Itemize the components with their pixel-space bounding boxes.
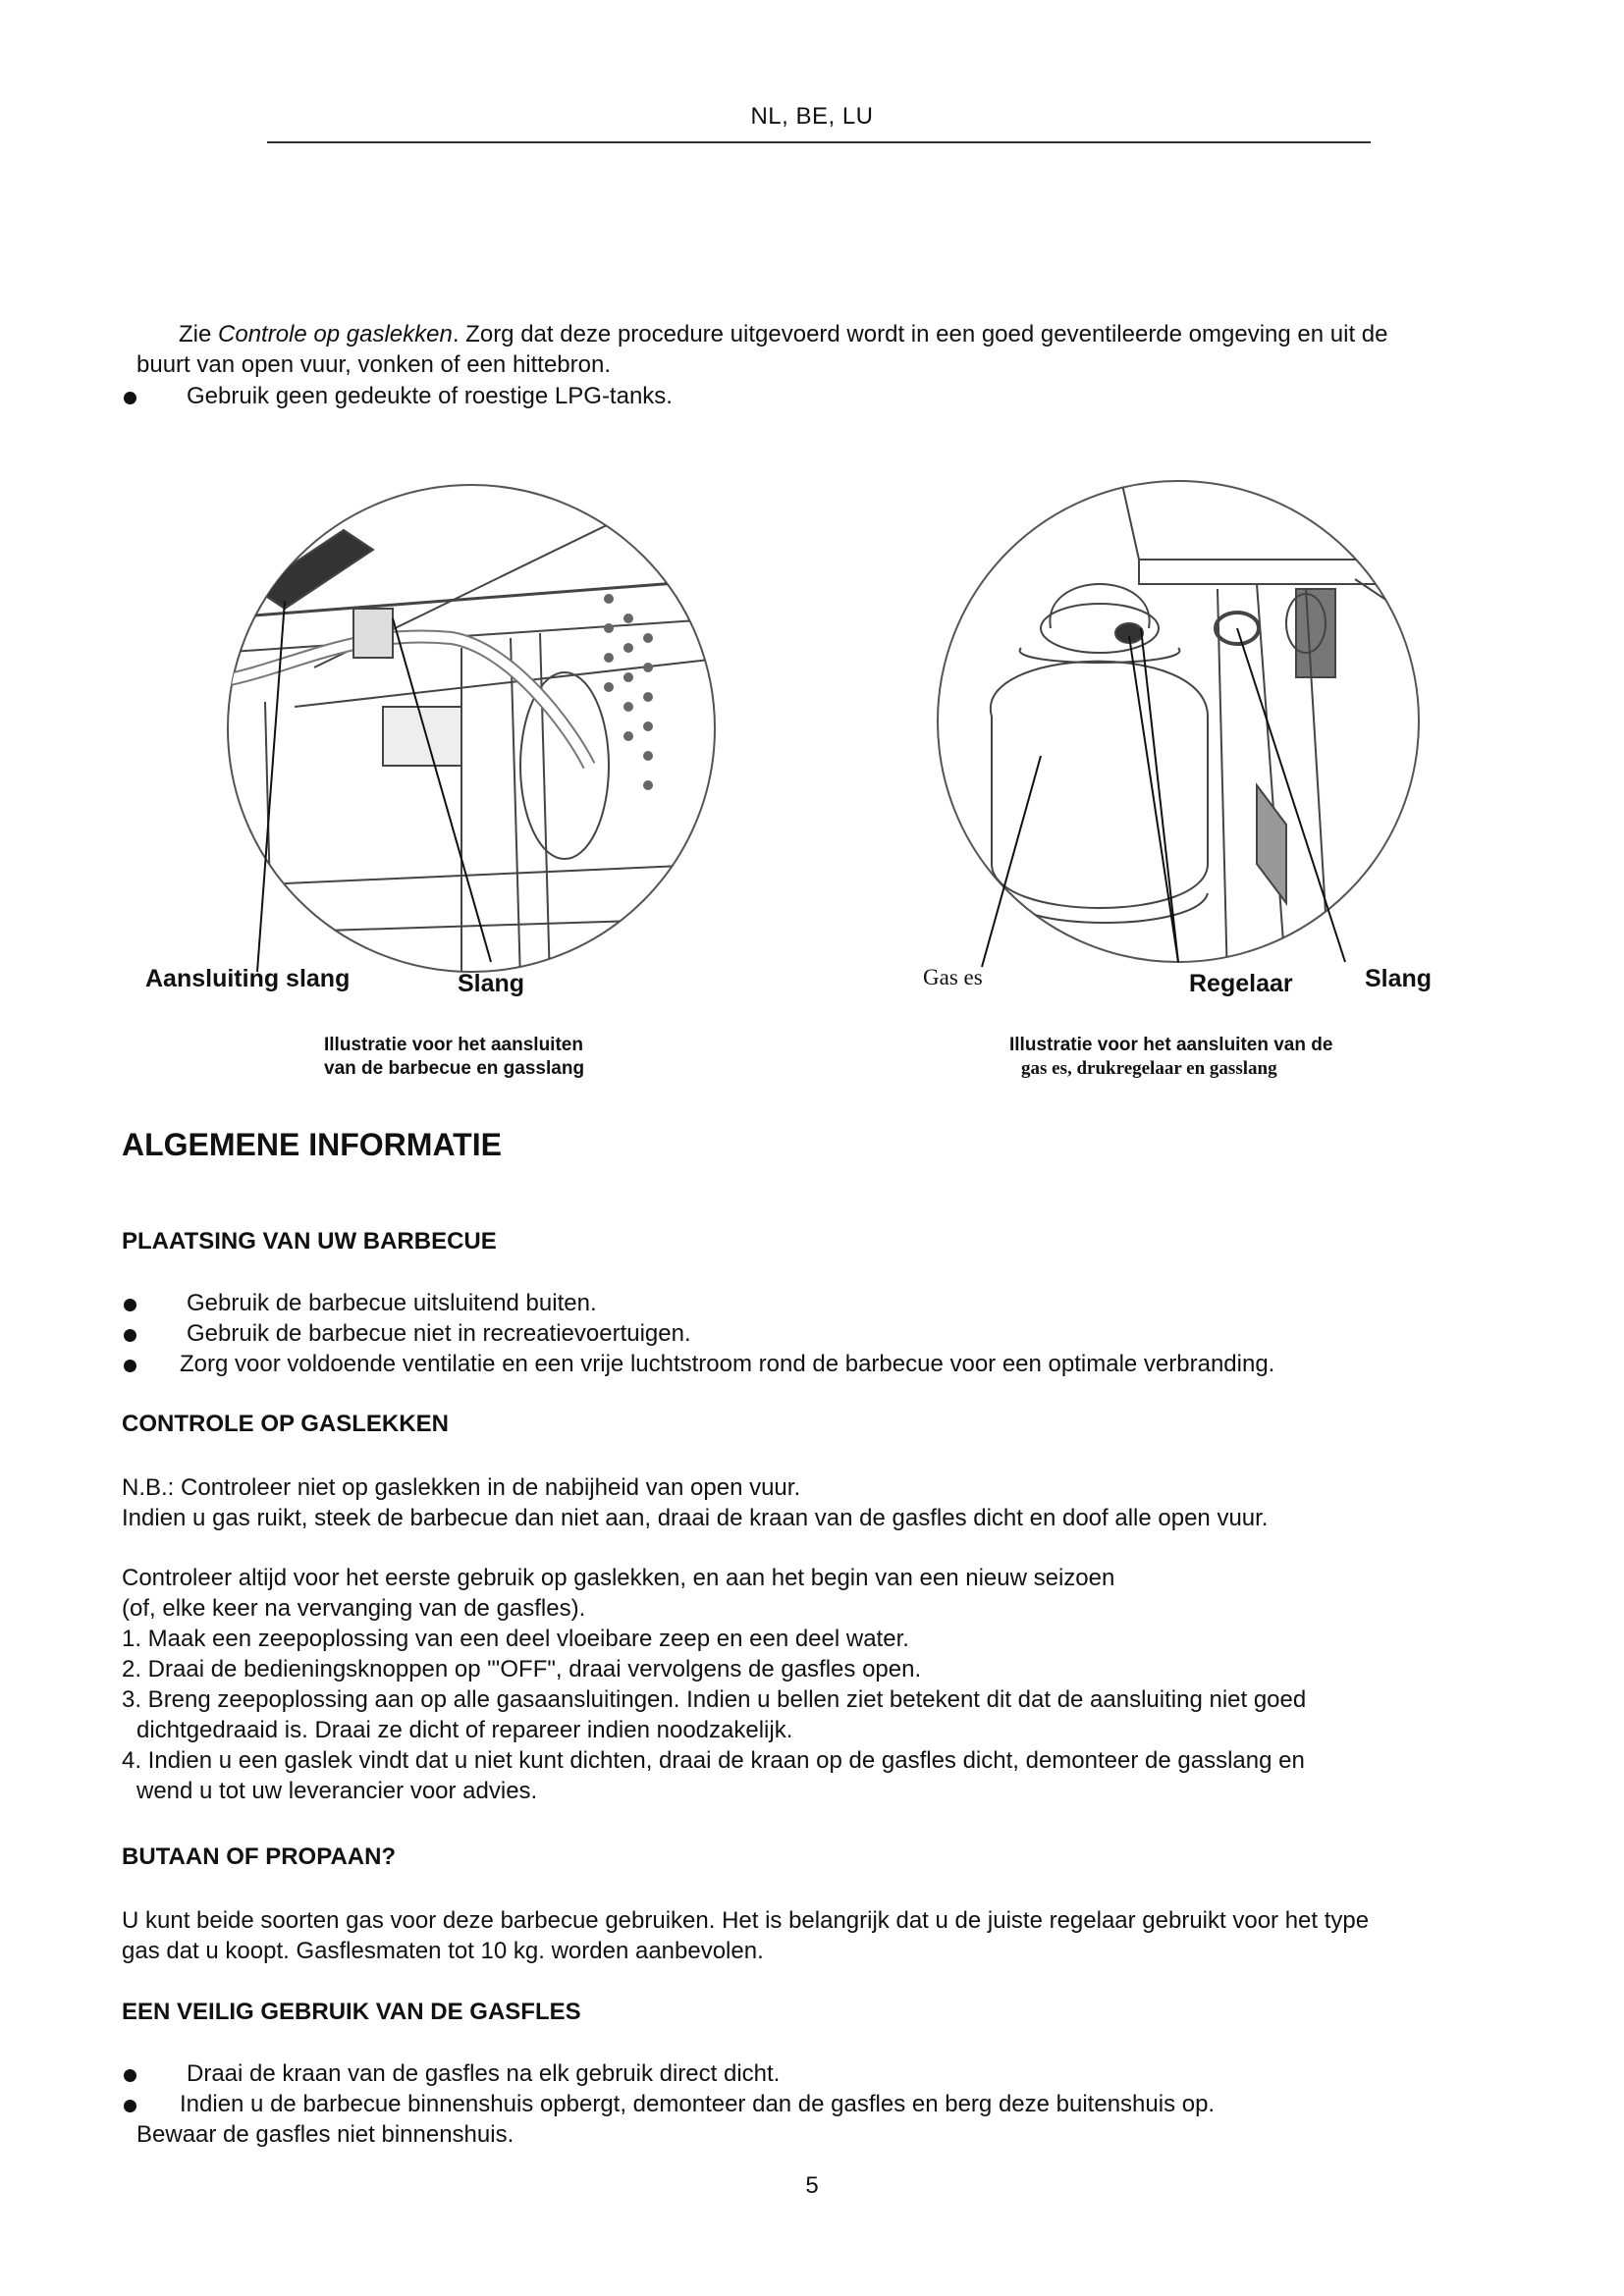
caption-right-line-2: gas es, drukregelaar en gasslang (1021, 1058, 1277, 1079)
intro-lead: Zie (179, 321, 219, 347)
caption-right-line-1: Illustratie voor het aansluiten van de (1009, 1035, 1333, 1055)
placement-bullet-3: Zorg voor voldoende ventilatie en een vrije luchtstroom rond de barbecue voor een optimale verbranding. (180, 1351, 1275, 1377)
intro-bullet: Gebruik geen gedeukte of roestige LPG-tanks. (187, 383, 673, 409)
barbecue-hose-illustration (216, 471, 746, 1001)
header-rule (267, 141, 1371, 143)
leak-note-1: N.B.: Controleer niet op gaslekken in de nabijheid van open vuur. (122, 1474, 801, 1501)
intro-rest: . Zorg dat deze procedure uitgevoerd wordt in een goed geventileerde omgeving en uit de (452, 321, 1388, 347)
label-hose-left: Slang (458, 970, 525, 997)
label-regulator: Regelaar (1189, 970, 1293, 997)
safe-use-bullet-1: Draai de kraan van de gasfles na elk gebruik direct dicht. (187, 2060, 781, 2087)
intro-line-2: buurt van open vuur, vonken of een hittebron. (136, 351, 612, 378)
gas-type-line-1: U kunt beide soorten gas voor deze barbecue gebruiken. Het is belangrijk dat u de juiste regelaar gebruikt voor het type (122, 1907, 1370, 1934)
caption-left-line-1: Illustratie voor het aansluiten (324, 1035, 583, 1055)
leak-step-2: 2. Draai de bedieningsknoppen op "'OFF", draai vervolgens de gasfles open. (122, 1656, 922, 1682)
leak-note-2: Indien u gas ruikt, steek de barbecue dan niet aan, draai de kraan van de gasfles dicht en doof alle open vuur. (122, 1505, 1269, 1531)
leak-step-4: 4. Indien u een gaslek vindt dat u niet kunt dichten, draai de kraan op de gasfles dicht, demonteer de gasslang en (122, 1747, 1305, 1774)
heading-safe-use: EEN VEILIG GEBRUIK VAN DE GASFLES (122, 1999, 581, 2025)
bullet-icon (124, 1360, 136, 1372)
bullet-icon (124, 1299, 136, 1311)
safe-use-tail: Bewaar de gasfles niet binnenshuis. (136, 2121, 514, 2148)
bullet-icon (124, 392, 136, 404)
gas-type-line-2: gas dat u koopt. Gasflesmaten tot 10 kg. worden aanbevolen. (122, 1938, 764, 1964)
bullet-icon (124, 2069, 136, 2082)
caption-left-line-2: van de barbecue en gasslang (324, 1058, 585, 1079)
leak-check-1: Controleer altijd voor het eerste gebruik op gaslekken, en aan het begin van een nieuw seizoen (122, 1565, 1115, 1591)
label-gas-cylinder: Gas es (923, 965, 983, 989)
heading-gas-type: BUTAAN OF PROPAAN? (122, 1843, 397, 1870)
leak-step-3-cont: dichtgedraaid is. Draai ze dicht of repareer indien noodzakelijk. (136, 1717, 793, 1743)
leak-check-2: (of, elke keer na vervanging van de gasfles). (122, 1595, 586, 1622)
gas-cylinder-regulator-illustration (933, 471, 1443, 982)
intro-emph-link-text: Controle op gaslekken (218, 321, 453, 347)
placement-bullet-1: Gebruik de barbecue uitsluitend buiten. (187, 1290, 597, 1316)
section-title: ALGEMENE INFORMATIE (122, 1127, 502, 1162)
safe-use-bullet-2: Indien u de barbecue binnenshuis opbergt, demonteer dan de gasfles en berg deze buitenshuis op. (180, 2091, 1216, 2117)
page-header-region: NL, BE, LU (750, 103, 874, 130)
bullet-icon (124, 2100, 136, 2112)
bullet-icon (124, 1329, 136, 1342)
label-hose-right: Slang (1365, 965, 1433, 992)
heading-leak-check: CONTROLE OP GASLEKKEN (122, 1411, 449, 1437)
leak-step-4-cont: wend u tot uw leverancier voor advies. (136, 1778, 538, 1804)
heading-placement: PLAATSING VAN UW BARBECUE (122, 1228, 497, 1255)
label-hose-connection: Aansluiting slang (145, 965, 351, 992)
placement-bullet-2: Gebruik de barbecue niet in recreatievoertuigen. (187, 1320, 691, 1347)
intro-line-1 (179, 319, 1387, 349)
leak-step-1: 1. Maak een zeepoplossing van een deel vloeibare zeep en een deel water. (122, 1626, 909, 1652)
leak-step-3: 3. Breng zeepoplossing aan op alle gasaansluitingen. Indien u bellen ziet betekent dit dat de aansluiting niet goed (122, 1686, 1307, 1713)
page-number: 5 (805, 2172, 819, 2199)
